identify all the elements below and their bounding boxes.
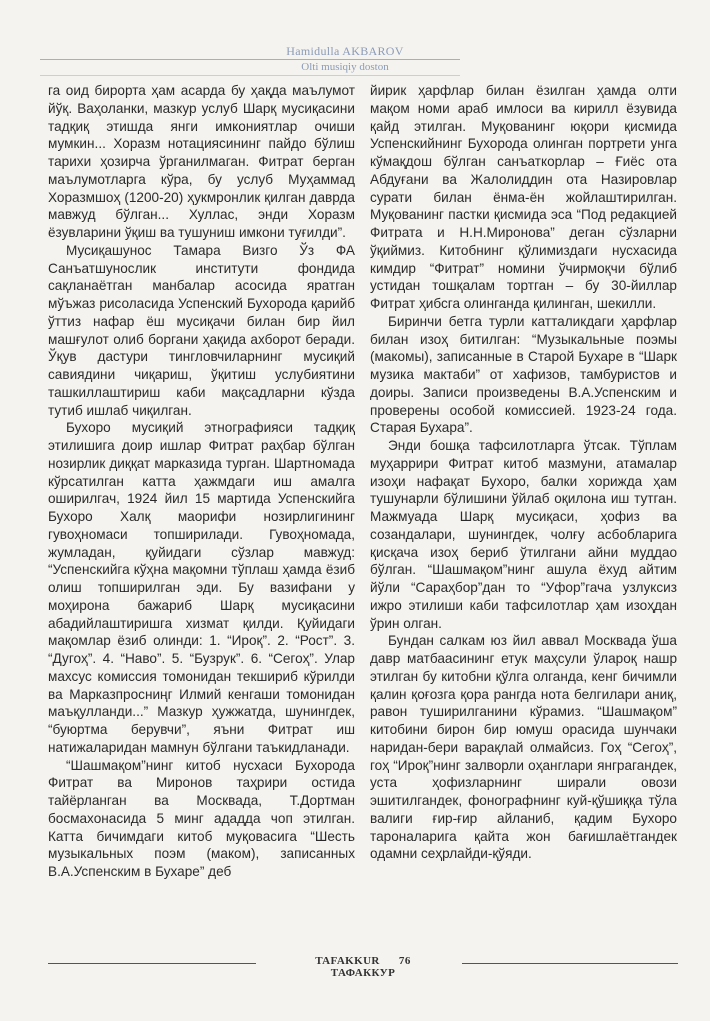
paragraph: Биринчи бетга турли катталикдаги ҳарфлар билан изоҳ битилган: “Музыкальные поэмы (макомы), записанные в Старой Бухаре в “Шарк музика мактаби” от хафизов, тамбуристов и доиры. Записи произведены В.А.Успенским и проверены особой комиссией. 1923-24 года. Старая Бухара”. <box>370 313 677 436</box>
footer-rule-right <box>462 963 678 964</box>
paragraph: Энди бошқа тафсилотларга ўтсак. Тўплам муҳаррири Фитрат китоб мазмуни, атамалар изоҳи нафақат Бухоро, балки хорижда ҳам тушунарли бўлишини ўйлаб оқилона иш тутган. Мажмуада Шарқ мусиқаси, ҳофиз ва созандалари, шунингдек, чолғу асбобларига қисқача изоҳ бериб ўтилгани айни муддао бўлган. “Шашмақом”нинг ашула ёхуд айтим йўли “Сараҳбор”дан то “Уфор”гача узлуксиз ижро этилиши каби тафсилотлар ҳам изоҳдан ўрин олган. <box>370 438 677 631</box>
paragraph: Бухоро мусиқий этнографияси тадқиқ этилишига доир ишлар Фитрат раҳбар бўлган нозирлик диққат марказида турган. Шартномада кўрсатилган катта ҳажмдаги иш амалга оширилгач, 1924 йил 15 мартида Успенскийга Бухоро Халқ маорифи нозирлигининг гувоҳномаси топширилади. Гувоҳномада, жумладан, қуйидаги сўзлар мавжуд: “Успенскийга кўҳна мақомни тўплаш ҳамда ёзиб олиш топширилган эди. Бу вазифани у моҳирона бажариб Шарқ мусиқасини абадийлаштиришга хизмат қилди. Қуйидаги мақомлар ёзиб олинди: 1. “Ироқ”. 2. “Рост”. 3. “Дугоҳ”. 4. “Наво”. 5. “Бузрук”. 6. “Сегоҳ”. Улар махсус комиссия томонидан текшириб кўрилди ва Марказпросниңг Илмий кенгаши томонидан маъқулланди...” Мазкур ҳужжатда, шунингдек, “буюртма берувчи”, яъни Фитрат иш натижаларидан мамнун бўлгани таъкидланади. <box>48 420 355 755</box>
footer-left-word: TAFAKKUR <box>315 955 380 967</box>
paragraph: Бундан салкам юз йил аввал Москвада ўша давр матбаасининг етук маҳсули ўлароқ нашр этилган бу китобни қўлга олганда, кенг бичимли қалин қоғозга қора рангда нота белгилари аниқ, равон туширилганини кўрамиз. “Шашмақом” китобини бирон бир юмуш орасида шунчаки наридан-бери варақлай олмайсиз. Гоҳ “Сегоҳ”, гоҳ “Ироқ”нинг залворли оҳанглари янграгандек, уста ҳофизларнинг ширали овози эшитилгандек, фонографнинг куй-қўшиққа тўла валиги ғир-ғир айланиб, қадим Бухоро тароналарига қайта жон бағишлаётгандек одамни сеҳрлайди-қўяди. <box>370 633 677 862</box>
running-header <box>230 44 460 74</box>
paragraph: га оид бирорта ҳам асарда бу ҳақда маълумот йўқ. Ваҳоланки, мазкур услуб Шарқ мусиқасини тадқиқ этишда янги имкониятлар очиши мумкин... Хоразм нотациясининг пайдо бўлиш тарихи ҳозирча ўрганилмаган. Фитрат берган маълумотларга кўра, бу услуб Муҳаммад Хоразмшоҳ (1200-20) ҳукмронлик қилган даврда мавжуд бўлган... Хуллас, энди Хоразм ёзувларини ўқиш ва тушуниш имкони туғилди”. <box>48 83 355 240</box>
paragraph: “Шашмақом”нинг китоб нусхаси Бухорода Фитрат ва Миронов таҳрири остида тайёрланган ва Москвада, Т.Дортман босмахонасида 5 минг ададда чоп этилган. Катта бичимдаги китоб муқовасига “Шесть музыкальных поэм (маком), записанных В.А.Успенским в Бухаре” деб <box>48 757 355 879</box>
header-book-title: Olti musiqiy doston <box>301 61 389 73</box>
paragraph: йирик ҳарфлар билан ёзилган ҳамда олти мақом номи араб имлоси ва кирилл ёзувида қайд этилган. Муқованинг юқори қисмида Успенскийнинг Бухорода олинган портрети унга кўмақдош бўлган санъаткорлар – Ғиёс ота Абдуғани ва Жалолиддин ота Назировлар сурати билан ёнма-ён жойлаштирилган. Муқованинг пастки қисмида эса “Под редакцией Фитрата и Н.Н.Миронова” деган сўзларни ўқиймиз. Китобнинг қўлимиздаги нусхасида кимдир “Фитрат” номини ўчирмоқчи бўлиб устидан тошқалам тортган – бу 30-йиллар Фитрат ҳибсга олинганда қилинган, шекилли. <box>370 83 677 311</box>
page-number: 76 <box>398 955 411 967</box>
paragraph: Мусиқашунос Тамара Визго Ўз ФА Санъатшунослик институти фондида сақланаётган манбалар асосида яратган мўъжаз рисоласида Успенский Бухорода қарийб ўттиз нафар ёш мусиқачи билан бир йил машғулот олиб боргани ҳақида ахборот беради. Ўқув дастури тингловчиларнинг мусиқий савиядини чиқариш, ўқитиш услубиятини ташкиллаштириш каби мақсадларни кўзда тутиб ишлаб чиқилган. <box>48 242 355 418</box>
header-rule <box>40 59 460 60</box>
header-bottom-rule <box>40 75 460 76</box>
page-footer <box>48 955 678 979</box>
footer-text <box>268 955 458 979</box>
footer-rule-left <box>48 963 256 964</box>
right-column <box>370 82 677 863</box>
footer-right-word: ТАФАККУР <box>330 967 396 979</box>
text-columns <box>48 82 678 942</box>
left-column <box>48 82 355 881</box>
header-author: Hamidulla AKBAROV <box>286 44 404 58</box>
